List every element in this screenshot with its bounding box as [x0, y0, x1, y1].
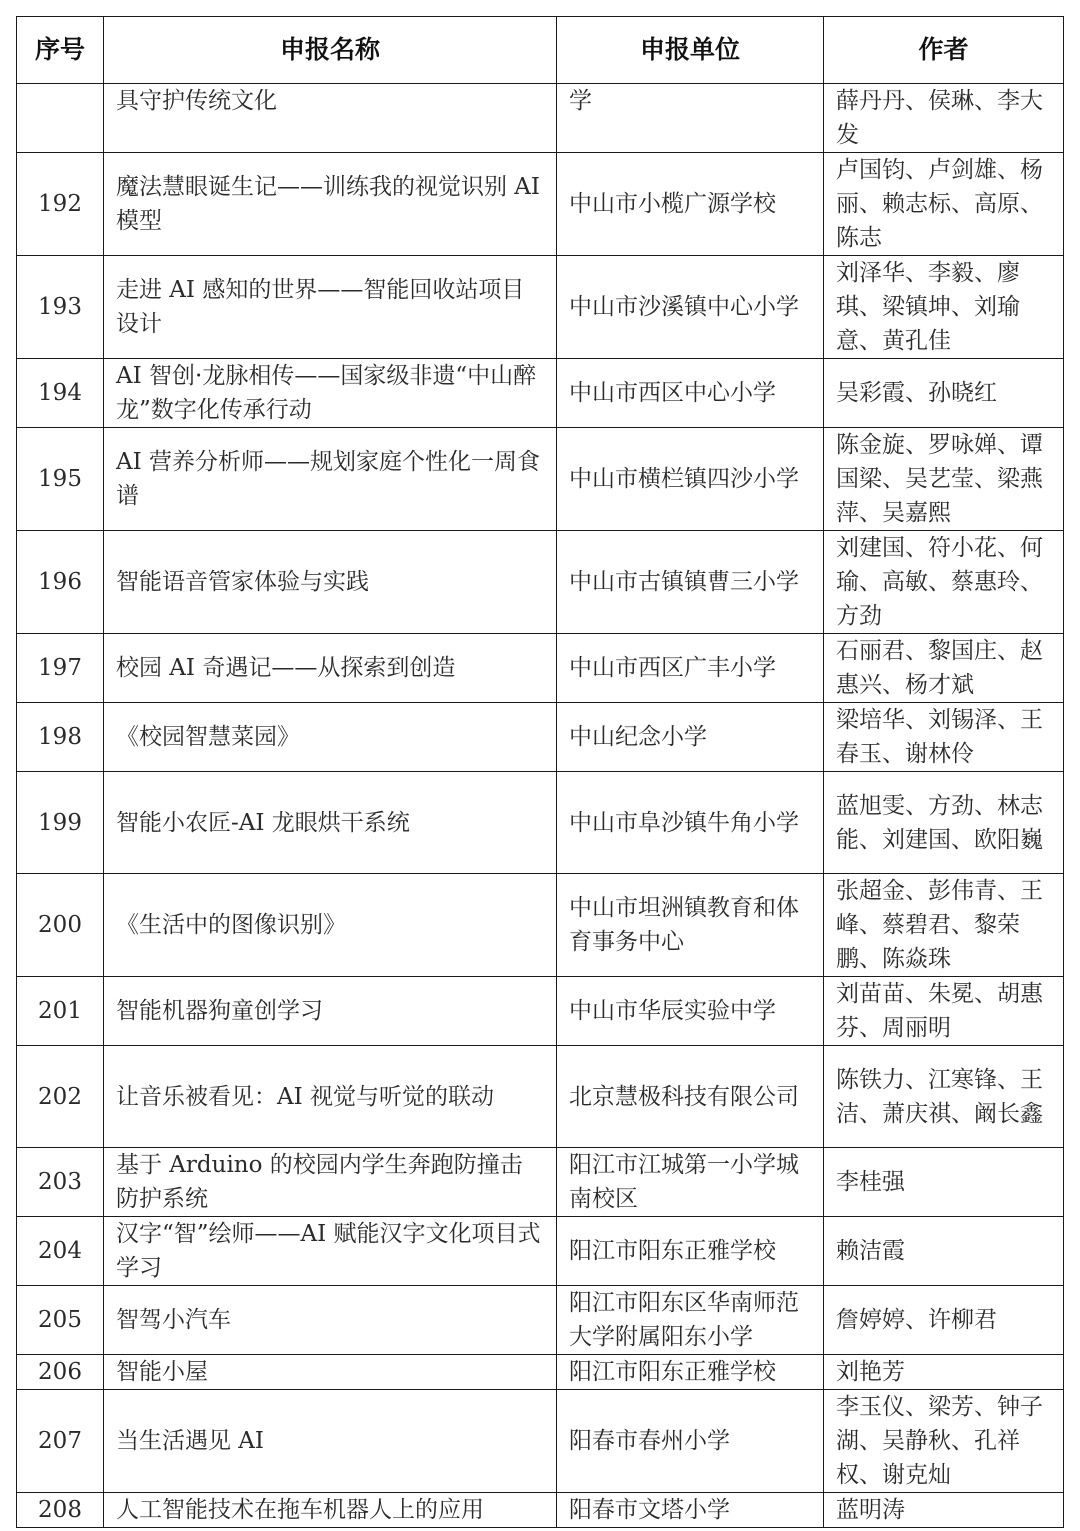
row-number: 199	[17, 772, 104, 874]
table-row	[17, 1286, 1064, 1355]
table-row	[17, 703, 1064, 772]
row-number: 193	[17, 256, 104, 359]
table-row	[17, 428, 1064, 531]
authors-cell: 张超金、彭伟青、王峰、蔡碧君、黎荣鹏、陈焱珠	[824, 874, 1064, 977]
authors-cell: 詹婷婷、许柳君	[824, 1286, 1064, 1355]
unit-cell: 北京慧极科技有限公司	[557, 1046, 824, 1148]
unit-cell: 中山市华辰实验中学	[557, 977, 824, 1046]
authors-cell: 陈金旋、罗咏婵、谭国梁、吴艺莹、梁燕萍、吴嘉熙	[824, 428, 1064, 531]
unit-cell: 中山市沙溪镇中心小学	[557, 256, 824, 359]
header-unit: 申报单位	[557, 17, 824, 84]
authors-cell: 蓝明涛	[824, 1493, 1064, 1528]
unit-cell: 阳江市阳东正雅学校	[557, 1217, 824, 1286]
table-row	[17, 153, 1064, 256]
authors-cell: 蓝旭雯、方劲、林志能、刘建国、欧阳巍	[824, 772, 1064, 874]
row-number: 206	[17, 1355, 104, 1390]
project-name-cell: 智能机器狗童创学习	[104, 977, 557, 1046]
authors-cell: 刘建国、符小花、何瑜、高敏、蔡惠玲、方劲	[824, 531, 1064, 634]
table-row	[17, 531, 1064, 634]
project-name-cell: 《校园智慧菜园》	[104, 703, 557, 772]
project-name-cell: 智能小农匠-AI 龙眼烘干系统	[104, 772, 557, 874]
unit-cell: 中山市横栏镇四沙小学	[557, 428, 824, 531]
table-row	[17, 1046, 1064, 1148]
project-name-cell: AI 智创·龙脉相传——国家级非遗“中山醉龙”数字化传承行动	[104, 359, 557, 428]
table-body	[17, 84, 1064, 1528]
project-name-cell: 智能语音管家体验与实践	[104, 531, 557, 634]
table-row	[17, 634, 1064, 703]
unit-cell: 阳江市阳东区华南师范大学附属阳东小学	[557, 1286, 824, 1355]
project-name-cell: 智驾小汽车	[104, 1286, 557, 1355]
row-number: 208	[17, 1493, 104, 1528]
table-row	[17, 874, 1064, 977]
table-row	[17, 1493, 1064, 1528]
project-name-cell: 人工智能技术在拖车机器人上的应用	[104, 1493, 557, 1528]
row-number: 202	[17, 1046, 104, 1148]
header-authors: 作者	[824, 17, 1064, 84]
project-name-cell: 汉字“智”绘师——AI 赋能汉字文化项目式学习	[104, 1217, 557, 1286]
header-number: 序号	[17, 17, 104, 84]
row-number: 203	[17, 1148, 104, 1217]
project-name-cell: 魔法慧眼诞生记——训练我的视觉识别 AI 模型	[104, 153, 557, 256]
row-number	[17, 84, 104, 153]
unit-cell: 中山市古镇镇曹三小学	[557, 531, 824, 634]
row-number: 205	[17, 1286, 104, 1355]
authors-cell: 卢国钧、卢剑雄、杨丽、赖志标、高原、陈志	[824, 153, 1064, 256]
row-number: 204	[17, 1217, 104, 1286]
project-name-cell: 智能小屋	[104, 1355, 557, 1390]
table-row	[17, 359, 1064, 428]
authors-cell: 刘泽华、李毅、廖琪、梁镇坤、刘瑜意、黄孔佳	[824, 256, 1064, 359]
table-row	[17, 772, 1064, 874]
authors-cell: 吴彩霞、孙晓红	[824, 359, 1064, 428]
authors-cell: 李桂强	[824, 1148, 1064, 1217]
table-row	[17, 1148, 1064, 1217]
authors-cell: 李玉仪、梁芳、钟子湖、吴静秋、孔祥权、谢克灿	[824, 1390, 1064, 1493]
project-name-cell: 基于 Arduino 的校园内学生奔跑防撞击防护系统	[104, 1148, 557, 1217]
project-name-cell: 当生活遇见 AI	[104, 1390, 557, 1493]
row-number: 201	[17, 977, 104, 1046]
row-number: 200	[17, 874, 104, 977]
project-name-cell: 校园 AI 奇遇记——从探索到创造	[104, 634, 557, 703]
project-name-cell: 具守护传统文化	[104, 84, 557, 153]
row-number: 197	[17, 634, 104, 703]
unit-cell: 中山市西区广丰小学	[557, 634, 824, 703]
unit-cell: 中山市阜沙镇牛角小学	[557, 772, 824, 874]
table-row	[17, 1390, 1064, 1493]
unit-cell: 中山市西区中心小学	[557, 359, 824, 428]
unit-cell: 阳春市文塔小学	[557, 1493, 824, 1528]
project-name-cell: AI 营养分析师——规划家庭个性化一周食谱	[104, 428, 557, 531]
unit-cell: 中山市坦洲镇教育和体育事务中心	[557, 874, 824, 977]
table-row	[17, 977, 1064, 1046]
row-number: 196	[17, 531, 104, 634]
authors-cell: 陈铁力、江寒锋、王洁、萧庆祺、阚长鑫	[824, 1046, 1064, 1148]
project-name-cell: 让音乐被看见：AI 视觉与听觉的联动	[104, 1046, 557, 1148]
row-number: 192	[17, 153, 104, 256]
authors-cell: 梁培华、刘锡泽、王春玉、谢林伶	[824, 703, 1064, 772]
project-name-cell: 走进 AI 感知的世界——智能回收站项目设计	[104, 256, 557, 359]
table-header-row	[17, 17, 1064, 84]
row-number: 198	[17, 703, 104, 772]
row-number: 207	[17, 1390, 104, 1493]
table-row	[17, 84, 1064, 153]
table-row	[17, 1217, 1064, 1286]
authors-cell: 石丽君、黎国庄、赵惠兴、杨才斌	[824, 634, 1064, 703]
authors-cell: 薛丹丹、侯琳、李大发	[824, 84, 1064, 153]
authors-cell: 赖洁霞	[824, 1217, 1064, 1286]
unit-cell: 阳江市江城第一小学城南校区	[557, 1148, 824, 1217]
header-project-name: 申报名称	[104, 17, 557, 84]
unit-cell: 中山市小榄广源学校	[557, 153, 824, 256]
unit-cell: 中山纪念小学	[557, 703, 824, 772]
table-row	[17, 1355, 1064, 1390]
award-list-table	[16, 16, 1064, 1528]
row-number: 194	[17, 359, 104, 428]
unit-cell: 学	[557, 84, 824, 153]
table-row	[17, 256, 1064, 359]
authors-cell: 刘艳芳	[824, 1355, 1064, 1390]
unit-cell: 阳春市春州小学	[557, 1390, 824, 1493]
project-name-cell: 《生活中的图像识别》	[104, 874, 557, 977]
row-number: 195	[17, 428, 104, 531]
authors-cell: 刘苗苗、朱冕、胡惠芬、周丽明	[824, 977, 1064, 1046]
unit-cell: 阳江市阳东正雅学校	[557, 1355, 824, 1390]
